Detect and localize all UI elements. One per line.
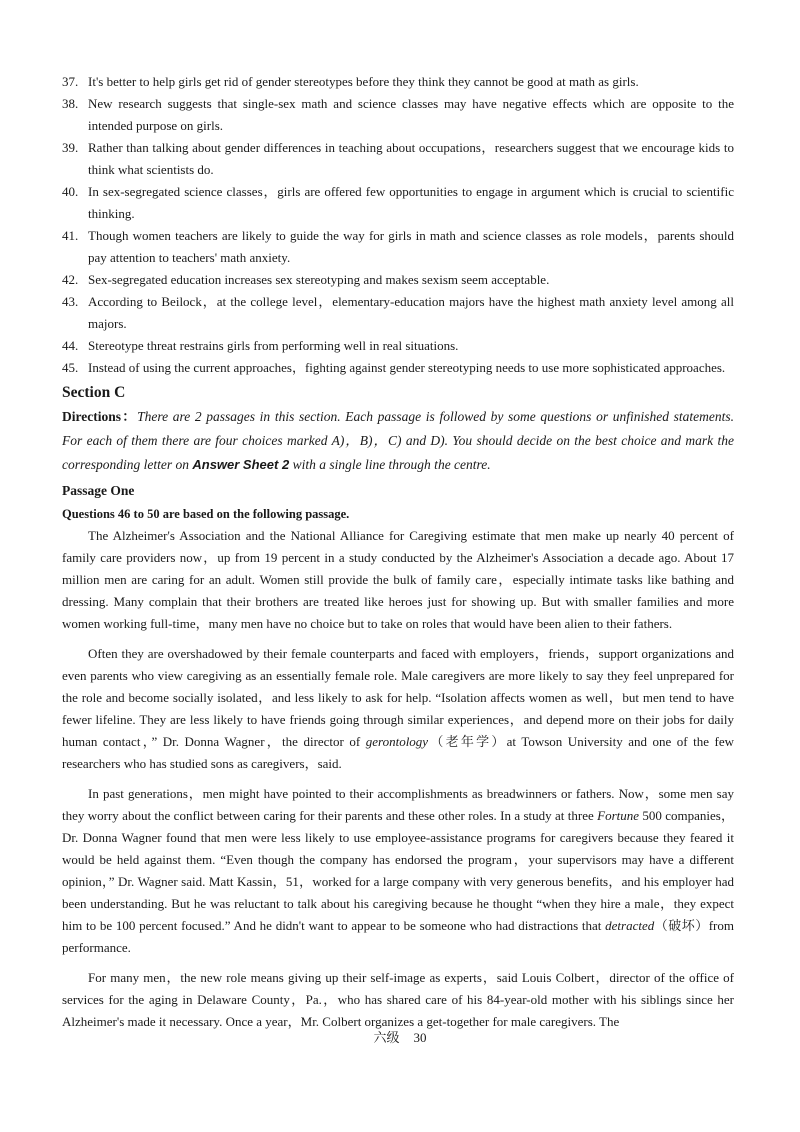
directions-text-end: with a single line through the centre. [289,457,491,472]
passage-paragraph: In past generations，men might have pointed to their accomplishments as breadwinners or fathers. Now，some men say they worry about the conflict between caring for their parents and these other roles. In a study at three Fortune 500 companies，Dr. Donna Wagner found that men were less likely to use employee-assistance programs for caregivers because they feared it would be held against them. “Even though the company has endorsed the program，your supervisors may have a different opinion，” Dr. Wagner said. Matt Kassin，51，worked for a large company with very generous benefits，and his employer had been understanding. But he was reluctant to talk about his caregiving because he thought “when they hire a male，they expect him to be 100 percent focused.” And he didn't want to appear to be someone who had distractions that detracted（破坏）from performance. [62,786,734,955]
statement-list [62,71,734,379]
glossed-term: detracted [605,918,655,933]
page-number: 30 [413,1030,427,1045]
page-footer [0,1027,800,1046]
statement-item: 45. Instead of using the current approaches，fighting against gender stereotyping needs to use more sophisticated approaches. [62,360,726,375]
directions-label: Directions： [62,409,138,424]
magazine-title: Fortune [597,808,640,823]
statement-item: 38. New research suggests that single-sex math and science classes may have negative effects which are opposite to the intended purpose on girls. [62,96,734,133]
passage-title: Passage One [62,483,135,498]
page-content [62,71,734,1033]
answer-sheet-label: Answer Sheet 2 [192,457,290,472]
statement-item: 40. In sex-segregated science classes，girls are offered few opportunities to engage in argument which is crucial to scientific thinking. [62,184,734,221]
passage-paragraph: Often they are overshadowed by their female counterparts and faced with employers，friends，support organizations and even parents who view caregiving as an essentially female role. Male caregivers are more likely to say they feel unprepared for the role and become socially isolated，and less likely to ask for help. “Isolation affects women as well，but men tend to have fewer lifeline. They are less likely to have friends going through similar experiences，and depend more on their jobs for daily human contact，” Dr. Donna Wagner，the director of gerontology（老年学）at Towson University and one of the few researchers who has studied sons as caregivers，said. [62,646,734,771]
statement-item: 43. According to Beilock，at the college level，elementary-education majors have the highest math anxiety level among all majors. [62,294,734,331]
passage-paragraph: For many men，the new role means giving up their self-image as experts，said Louis Colbert，director of the office of services for the aging in Delaware County，Pa.，who has shared care of his 84-year-old mother with his siblings since her Alzheimer's made it necessary. Once a year，Mr. Colbert organizes a get-together for male caregivers. The [62,970,734,1029]
section-title: Section C [62,384,126,401]
statement-item: 42. Sex-segregated education increases sex stereotyping and makes sexism seem acceptable. [62,272,550,287]
glossed-term: gerontology [365,734,429,749]
directions-text: There are 2 passages in this section. Each passage is followed by some questions or unfinished statements. For each of them there are four choices marked A)，B)，C) and D). You should decide on the best choice and mark the corresponding letter on [62,409,734,472]
statement-item: 39. Rather than talking about gender differences in teaching about occupations，researchers suggest that we encourage kids to think what scientists do. [62,140,734,177]
section-directions [62,405,734,477]
passage-paragraph: The Alzheimer's Association and the National Alliance for Caregiving estimate that men make up nearly 40 percent of family care providers now，up from 19 percent in a study conducted by the Alzheimer's Association a decade ago. About 17 million men are caring for an adult. Women still provide the bulk of family care，especially intimate tasks like bathing and dressing. Many complain that their brothers are treated like heroes just for showing up. But with smaller families and more women working full-time，many men have no choice but to take on roles that would have been alien to their fathers. [62,528,734,631]
statement-item: 41. Though women teachers are likely to guide the way for girls in math and science classes as role models，parents should pay attention to teachers' math anxiety. [62,228,734,265]
statement-item: 44. Stereotype threat restrains girls from performing well in real situations. [62,338,459,353]
statement-item: 37. It's better to help girls get rid of gender stereotypes before they think they cannot be good at math as girls. [62,74,639,89]
exam-label: 六级 [373,1030,400,1045]
question-heading: Questions 46 to 50 are based on the following passage. [62,507,350,521]
